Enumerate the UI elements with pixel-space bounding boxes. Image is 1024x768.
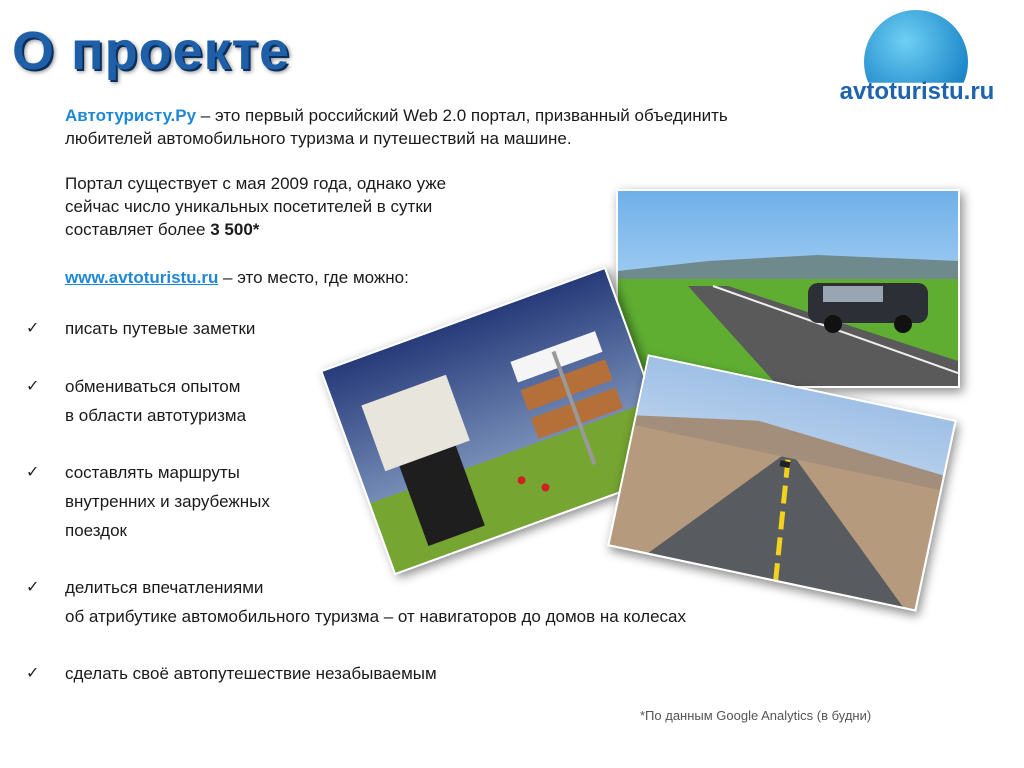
list-item-text: делиться впечатлениями: [65, 578, 264, 597]
list-item-text: поездок: [65, 521, 127, 540]
intro-line2: любителей автомобильного туризма и путешествий на машине.: [65, 129, 572, 148]
list-item-text: в области автотуризма: [65, 406, 247, 425]
checkmark-icon: ✓: [26, 665, 40, 682]
list-item: [65, 314, 255, 343]
checkmark-icon: ✓: [26, 320, 40, 337]
list-item: [65, 573, 686, 631]
stats-line1: Портал существует с мая 2009 года, однако уже: [65, 174, 447, 193]
checkmark-icon: ✓: [26, 378, 40, 395]
list-item-text: внутренних и зарубежных: [65, 492, 270, 511]
list-item-text: сделать своё автопутешествие незабываемым: [65, 664, 437, 683]
site-rest: – это место, где можно:: [218, 268, 409, 287]
page-title: О проекте: [12, 21, 291, 81]
site-paragraph: [65, 266, 409, 289]
intro-line1: – это первый российский Web 2.0 портал, призванный объединить: [196, 106, 728, 125]
logo-text: avtoturistu.ru: [839, 78, 995, 105]
stats-line2: сейчас число уникальных посетителей в сутки: [65, 197, 433, 216]
intro-paragraph: [65, 104, 728, 150]
site-logo[interactable]: [822, 4, 1012, 108]
stats-paragraph: [65, 172, 446, 241]
footnote: *По данным Google Analytics (в будни): [640, 708, 872, 723]
stats-line3: составляет более: [65, 220, 211, 239]
stats-value: 3 500*: [210, 220, 260, 239]
list-item-text: писать путевые заметки: [65, 319, 256, 338]
site-link[interactable]: www.avtoturistu.ru: [65, 268, 219, 287]
brand-name: Автотуристу.Ру: [65, 106, 197, 125]
list-item: [65, 458, 270, 545]
list-item: [65, 659, 437, 688]
checkmark-icon: ✓: [26, 464, 40, 481]
checkmark-icon: ✓: [26, 579, 40, 596]
list-item-text: составлять маршруты: [65, 463, 240, 482]
list-item-text: обмениваться опытом: [65, 377, 241, 396]
list-item-text: об атрибутике автомобильного туризма – от навигаторов до домов на колесах: [65, 607, 686, 626]
list-item: [65, 372, 246, 430]
